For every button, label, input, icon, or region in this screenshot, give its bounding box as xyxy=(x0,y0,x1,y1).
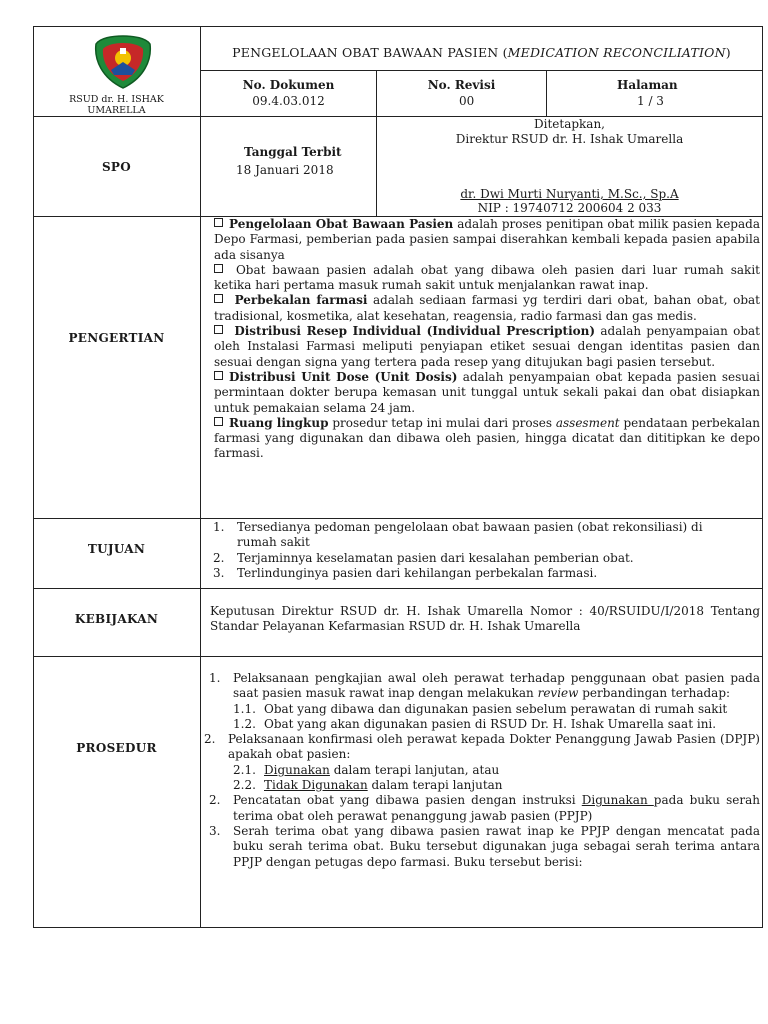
issue-date-value: 18 Januari 2018 xyxy=(236,163,334,177)
section-line-4 xyxy=(33,656,763,657)
prosedur-step-3: 2. Pencatatan obat yang dibawa pasien dengan instruksi Digunakan pada buku serah terima obat oleh perawat penanggung jawab pasien (PPJP) xyxy=(209,793,760,823)
header-col-divider-2 xyxy=(546,70,547,116)
director-title: Direktur RSUD dr. H. Ishak Umarella xyxy=(455,132,684,146)
prosedur-step-1: 1. Pelaksanaan pengkajian awal oleh perawat terhadap penggunaan obat pasien pada saat pasien masuk rawat inap dengan melakukan review perbandingan terhadap: xyxy=(209,671,760,701)
prosedur-step-1-1: 1.1. Obat yang dibawa dan digunakan pasien sebelum perawatan di rumah sakit xyxy=(233,701,728,716)
prosedur-label: PROSEDUR xyxy=(76,741,157,755)
revision-label: No. Revisi xyxy=(427,78,496,92)
pengertian-content xyxy=(214,217,760,462)
signer-nip: NIP : 19740712 200604 2 033 xyxy=(477,201,662,215)
kebijakan-text: Keputusan Direktur RSUD dr. H. Ishak Umarella Nomor : 40/RSUIDU/I/2018 Tentang Standar Pelayanan Kefarmasian RSUD dr. H. Ishak Umarella xyxy=(210,604,760,634)
checkbox-icon xyxy=(214,325,223,334)
doc-number-label: No. Dokumen xyxy=(242,78,335,92)
prosedur-step-2-2: 2.2. Tidak Digunakan dalam terapi lanjutan xyxy=(233,778,503,793)
pengertian-item-3: Perbekalan farmasi adalah sediaan farmasi yg terdiri dari obat, bahan obat, obat tradisional, kosmetika, alat kesehatan, reagensia, radio farmasi dan gas medis. xyxy=(214,293,760,323)
hospital-name-line1: RSUD dr. H. ISHAK xyxy=(69,94,164,105)
border-right xyxy=(762,26,763,928)
page-value: 1 / 3 xyxy=(637,94,664,108)
section-line-3 xyxy=(33,588,763,589)
kebijakan-label: KEBIJAKAN xyxy=(74,612,159,626)
prosedur-step-2-1: 2.1. Digunakan dalam terapi lanjutan, atau xyxy=(233,762,500,777)
tujuan-item-3: 3. Terlindunginya pasien dari kehilangan perbekalan farmasi. xyxy=(213,565,598,580)
checkbox-icon xyxy=(214,371,223,380)
border-top xyxy=(33,26,763,27)
header-col-divider-1 xyxy=(376,70,377,116)
tujuan-item-1: 1. Tersedianya pedoman pengelolaan obat bawaan pasien (obat rekonsiliasi) di rumah sakit xyxy=(213,520,703,550)
doc-number-value: 09.4.03.012 xyxy=(252,94,325,108)
section-line-2 xyxy=(33,518,763,519)
pengertian-item-6: Ruang lingkup prosedur tetap ini mulai dari proses assesment pendataan perbekalan farmasi yang digunakan dan dibawa oleh pasien, hingga dicatat dan dititipkan ke depo farmasi. xyxy=(214,415,760,461)
document-title: PENGELOLAAN OBAT BAWAAN PASIEN (MEDICATION RECONCILIATION) xyxy=(232,45,731,60)
spo-label: SPO xyxy=(101,160,132,174)
checkbox-icon xyxy=(214,218,223,227)
tujuan-label: TUJUAN xyxy=(87,542,146,556)
pengertian-item-5: Distribusi Unit Dose (Unit Dosis) adalah penyampaian obat kepada pasien sesuai permintaan dokter berupa kemasan unit tunggal untuk sekali pakai dan obat disiapkan untuk pemakaian selama 24 jam. xyxy=(214,369,760,415)
set-by: Ditetapkan, xyxy=(533,117,605,131)
checkbox-icon xyxy=(214,417,223,426)
tujuan-item-2: 2. Terjaminnya keselamatan pasien dari kesalahan pemberian obat. xyxy=(213,550,634,565)
pengertian-label: PENGERTIAN xyxy=(68,331,165,345)
tujuan-list xyxy=(213,520,743,581)
pengertian-item-4: Distribusi Resep Individual (Individual Prescription) adalah penyampaian obat oleh Instalasi Farmasi meliputi penyiapan etiket sesuai dengan identitas pasien dan sesuai dengan signa yang tertera pada resep yang ditujukan bagi pasien tersebut. xyxy=(214,324,760,369)
pengertian-item-1: Pengelolaan Obat Bawaan Pasien adalah proses penitipan obat milik pasien kepada Depo Farmasi, pemberian pada pasien sampai diserahkan kembali kepada pasien apabila ada sisanya xyxy=(214,217,760,262)
checkbox-icon xyxy=(214,264,223,273)
border-bottom xyxy=(33,927,763,928)
column-divider xyxy=(200,26,201,928)
prosedur-step-1-2: 1.2. Obat yang akan digunakan pasien di RSUD Dr. H. Ishak Umarella saat ini. xyxy=(233,716,717,731)
prosedur-step-2: 2. Pelaksanaan konfirmasi oleh perawat kepada Dokter Penanggung Jawab Pasien (DPJP) apakah obat pasien: xyxy=(204,732,760,762)
hospital-name-line2: UMARELLA xyxy=(87,105,146,116)
spo-document xyxy=(33,26,763,928)
hospital-name xyxy=(33,94,200,116)
title-divider xyxy=(200,70,763,71)
issue-date-label: Tanggal Terbit xyxy=(244,145,342,159)
prosedur-list xyxy=(204,671,760,870)
signer-name: dr. Dwi Murti Nuryanti, M.Sc., Sp.A xyxy=(460,187,679,201)
pengertian-item-2: Obat bawaan pasien adalah obat yang dibawa oleh pasien dari luar rumah sakit ketika hari pertama masuk rumah sakit untuk menjalankan rawat inap. xyxy=(214,262,760,293)
checkbox-icon xyxy=(214,294,223,303)
revision-value: 00 xyxy=(459,94,475,108)
prosedur-step-4: 3. Serah terima obat yang dibawa pasien rawat inap ke PPJP dengan mencatat pada buku serah terima obat. Buku tersebut digunakan juga sebagai serah terima antara PPJP dengan petugas depo farmasi. Buku tersebut berisi: xyxy=(209,823,760,869)
page-label: Halaman xyxy=(617,78,678,92)
hospital-logo-icon xyxy=(92,34,154,90)
